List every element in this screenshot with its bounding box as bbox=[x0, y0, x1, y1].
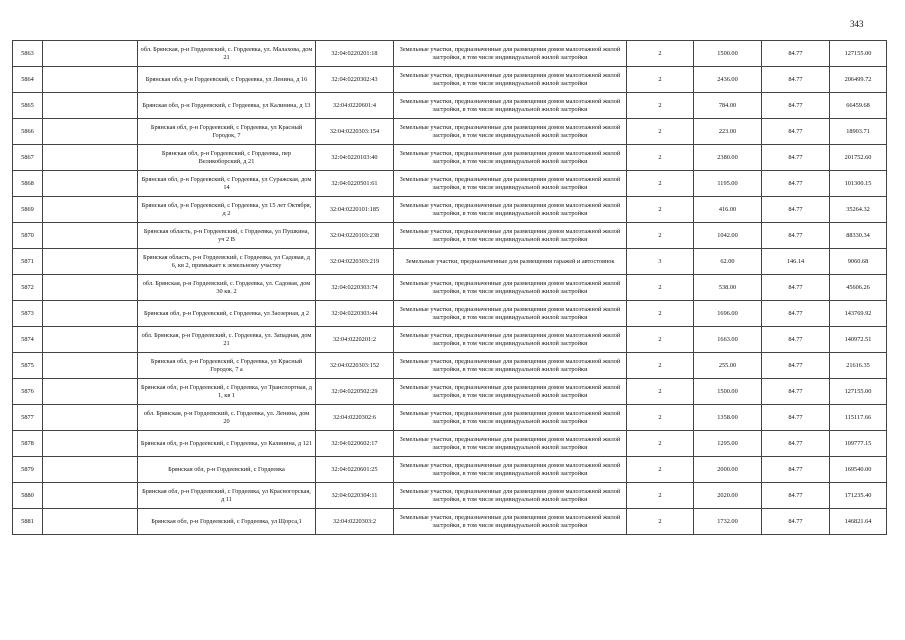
empty-cell bbox=[43, 145, 138, 171]
address-cell: Брянская обл, р-н Гордеевский, с Гордеевка bbox=[138, 457, 316, 483]
cadastral-number-cell: 32:04:0220602:17 bbox=[316, 431, 394, 457]
row-number: 5881 bbox=[13, 509, 43, 535]
empty-cell bbox=[43, 457, 138, 483]
row-number: 5875 bbox=[13, 353, 43, 379]
category-cell: 2 bbox=[627, 67, 694, 93]
category-cell: 2 bbox=[627, 41, 694, 67]
table-row bbox=[13, 327, 887, 353]
cadastral-value-cell: 35264.32 bbox=[830, 197, 887, 223]
cadastral-number-cell: 32:04:0220201:2 bbox=[316, 327, 394, 353]
cadastral-value-cell: 66459.68 bbox=[830, 93, 887, 119]
empty-cell bbox=[43, 197, 138, 223]
area-cell: 1295.00 bbox=[694, 431, 762, 457]
cadastral-number-cell: 32:04:0220201:18 bbox=[316, 41, 394, 67]
specific-value-cell: 84.77 bbox=[762, 457, 830, 483]
land-use-cell: Земельные участки, предназначенные для размещения домов малоэтажной жилой застройки, в том числе индивидуальной жилой застройки bbox=[394, 353, 627, 379]
cadastral-value-cell: 101300.15 bbox=[830, 171, 887, 197]
table-row bbox=[13, 509, 887, 535]
category-cell: 2 bbox=[627, 197, 694, 223]
area-cell: 1042.00 bbox=[694, 223, 762, 249]
specific-value-cell: 84.77 bbox=[762, 41, 830, 67]
cadastral-value-cell: 127155.00 bbox=[830, 379, 887, 405]
specific-value-cell: 84.77 bbox=[762, 171, 830, 197]
cadastral-value-cell: 146821.64 bbox=[830, 509, 887, 535]
area-cell: 2436.00 bbox=[694, 67, 762, 93]
table-row bbox=[13, 405, 887, 431]
row-number: 5864 bbox=[13, 67, 43, 93]
cadastral-number-cell: 32:04:0220601:25 bbox=[316, 457, 394, 483]
cadastral-number-cell: 32:04:0220304:11 bbox=[316, 483, 394, 509]
specific-value-cell: 84.77 bbox=[762, 431, 830, 457]
category-cell: 2 bbox=[627, 353, 694, 379]
area-cell: 1696.00 bbox=[694, 301, 762, 327]
cadastral-value-cell: 88330.34 bbox=[830, 223, 887, 249]
area-cell: 1732.00 bbox=[694, 509, 762, 535]
specific-value-cell: 84.77 bbox=[762, 405, 830, 431]
table-row bbox=[13, 301, 887, 327]
category-cell: 3 bbox=[627, 249, 694, 275]
address-cell: Брянская обл, р-н Гордеевский, с Гордеевка, ул Заозерная, д 2 bbox=[138, 301, 316, 327]
cadastral-number-cell: 32:04:0220302:43 bbox=[316, 67, 394, 93]
specific-value-cell: 146.14 bbox=[762, 249, 830, 275]
land-use-cell: Земельные участки, предназначенные для размещения домов малоэтажной жилой застройки, в том числе индивидуальной жилой застройки bbox=[394, 171, 627, 197]
page-number: 343 bbox=[850, 19, 864, 29]
address-cell: обл. Брянская, р-н Гордеевский, с. Гордеевка, ул. Ленина, дом 20 bbox=[138, 405, 316, 431]
cadastral-number-cell: 32:04:0220502:29 bbox=[316, 379, 394, 405]
address-cell: Брянская область, р-н Гордеевский, с Гордеевка, ул Садовая, д 6, кв 2, примыкает к земельному участку bbox=[138, 249, 316, 275]
specific-value-cell: 84.77 bbox=[762, 67, 830, 93]
cadastral-value-cell: 9060.68 bbox=[830, 249, 887, 275]
category-cell: 2 bbox=[627, 327, 694, 353]
row-number: 5863 bbox=[13, 41, 43, 67]
cadastral-value-cell: 140972.51 bbox=[830, 327, 887, 353]
cadastral-value-cell: 45606.26 bbox=[830, 275, 887, 301]
specific-value-cell: 84.77 bbox=[762, 119, 830, 145]
land-use-cell: Земельные участки, предназначенные для размещения домов малоэтажной жилой застройки, в том числе индивидуальной жилой застройки bbox=[394, 483, 627, 509]
address-cell: обл. Брянская, р-н Гордеевский, с. Гордеевка, ул. Садовая, дом 30 кв. 2 bbox=[138, 275, 316, 301]
row-number: 5865 bbox=[13, 93, 43, 119]
row-number: 5880 bbox=[13, 483, 43, 509]
cadastral-number-cell: 32:04:0220303:152 bbox=[316, 353, 394, 379]
land-use-cell: Земельные участки, предназначенные для размещения домов малоэтажной жилой застройки, в том числе индивидуальной жилой застройки bbox=[394, 223, 627, 249]
row-number: 5867 bbox=[13, 145, 43, 171]
address-cell: Брянская обл, р-н Гордеевский, с Гордеевка, ул Щорса,1 bbox=[138, 509, 316, 535]
row-number: 5874 bbox=[13, 327, 43, 353]
land-use-cell: Земельные участки, предназначенные для размещения домов малоэтажной жилой застройки, в том числе индивидуальной жилой застройки bbox=[394, 327, 627, 353]
table-row bbox=[13, 483, 887, 509]
cadastral-number-cell: 32:04:0220601:4 bbox=[316, 93, 394, 119]
land-use-cell: Земельные участки, предназначенные для размещения домов малоэтажной жилой застройки, в том числе индивидуальной жилой застройки bbox=[394, 431, 627, 457]
land-use-cell: Земельные участки, предназначенные для размещения домов малоэтажной жилой застройки, в том числе индивидуальной жилой застройки bbox=[394, 119, 627, 145]
empty-cell bbox=[43, 405, 138, 431]
row-number: 5872 bbox=[13, 275, 43, 301]
address-cell: Брянская обл, р-н Гордеевский, с Гордеевка, ул Калинина, д 13 bbox=[138, 93, 316, 119]
category-cell: 2 bbox=[627, 301, 694, 327]
address-cell: обл. Брянская, р-н Гордеевский, с. Гордеевка, ул. Западная, дом 21 bbox=[138, 327, 316, 353]
empty-cell bbox=[43, 353, 138, 379]
specific-value-cell: 84.77 bbox=[762, 197, 830, 223]
table-row bbox=[13, 145, 887, 171]
category-cell: 2 bbox=[627, 405, 694, 431]
table-row bbox=[13, 223, 887, 249]
empty-cell bbox=[43, 431, 138, 457]
address-cell: Брянская обл, р-н Гордеевский, с Гордеевка, ул Суражская, дом 14 bbox=[138, 171, 316, 197]
cadastral-number-cell: 32:04:0220303:74 bbox=[316, 275, 394, 301]
category-cell: 2 bbox=[627, 145, 694, 171]
specific-value-cell: 84.77 bbox=[762, 275, 830, 301]
row-number: 5879 bbox=[13, 457, 43, 483]
cadastral-value-cell: 143769.92 bbox=[830, 301, 887, 327]
cadastral-value-cell: 201752.60 bbox=[830, 145, 887, 171]
row-number: 5871 bbox=[13, 249, 43, 275]
land-use-cell: Земельные участки, предназначенные для размещения домов малоэтажной жилой застройки, в том числе индивидуальной жилой застройки bbox=[394, 405, 627, 431]
table-row bbox=[13, 67, 887, 93]
table-row bbox=[13, 197, 887, 223]
address-cell: Брянская область, р-н Гордеевский, с Гордеевка, ул Пушкина, уч 2 В bbox=[138, 223, 316, 249]
land-use-cell: Земельные участки, предназначенные для размещения домов малоэтажной жилой застройки, в том числе индивидуальной жилой застройки bbox=[394, 379, 627, 405]
row-number: 5877 bbox=[13, 405, 43, 431]
cadastral-value-cell: 127155.00 bbox=[830, 41, 887, 67]
row-number: 5868 bbox=[13, 171, 43, 197]
table-row bbox=[13, 119, 887, 145]
area-cell: 62.00 bbox=[694, 249, 762, 275]
table-row bbox=[13, 379, 887, 405]
land-use-cell: Земельные участки, предназначенные для размещения домов малоэтажной жилой застройки, в том числе индивидуальной жилой застройки bbox=[394, 509, 627, 535]
address-cell: Брянская обл, р-н Гордеевский, с Гордеевка, ул 15 лет Октября, д 2 bbox=[138, 197, 316, 223]
row-number: 5878 bbox=[13, 431, 43, 457]
address-cell: Брянская обл, р-н Гордеевский, с Гордеевка, ул Красный Городок, 7 а bbox=[138, 353, 316, 379]
empty-cell bbox=[43, 327, 138, 353]
area-cell: 2020.00 bbox=[694, 483, 762, 509]
cadastral-number-cell: 32:04:0220101:185 bbox=[316, 197, 394, 223]
category-cell: 2 bbox=[627, 457, 694, 483]
row-number: 5873 bbox=[13, 301, 43, 327]
cadastral-value-cell: 115117.66 bbox=[830, 405, 887, 431]
cadastral-value-cell: 206499.72 bbox=[830, 67, 887, 93]
empty-cell bbox=[43, 249, 138, 275]
cadastral-value-cell: 169540.00 bbox=[830, 457, 887, 483]
land-use-cell: Земельные участки, предназначенные для размещения домов малоэтажной жилой застройки, в том числе индивидуальной жилой застройки bbox=[394, 93, 627, 119]
category-cell: 2 bbox=[627, 223, 694, 249]
empty-cell bbox=[43, 301, 138, 327]
area-cell: 2000.00 bbox=[694, 457, 762, 483]
empty-cell bbox=[43, 509, 138, 535]
cadastral-number-cell: 32:04:0220501:61 bbox=[316, 171, 394, 197]
area-cell: 1500.00 bbox=[694, 379, 762, 405]
table-row bbox=[13, 275, 887, 301]
category-cell: 2 bbox=[627, 431, 694, 457]
specific-value-cell: 84.77 bbox=[762, 509, 830, 535]
cadastral-value-table bbox=[12, 40, 887, 535]
empty-cell bbox=[43, 223, 138, 249]
empty-cell bbox=[43, 67, 138, 93]
category-cell: 2 bbox=[627, 93, 694, 119]
land-use-cell: Земельные участки, предназначенные для размещения домов малоэтажной жилой застройки, в том числе индивидуальной жилой застройки bbox=[394, 145, 627, 171]
address-cell: Брянская обл, р-н Гордеевский, с Гордеевка, ул Красный Городок, 7 bbox=[138, 119, 316, 145]
cadastral-value-cell: 109777.15 bbox=[830, 431, 887, 457]
category-cell: 2 bbox=[627, 275, 694, 301]
land-use-cell: Земельные участки, предназначенные для размещения домов малоэтажной жилой застройки, в том числе индивидуальной жилой застройки bbox=[394, 275, 627, 301]
address-cell: Брянская обл, р-н Гордеевский, с Гордеевка, ул Ленина, д 16 bbox=[138, 67, 316, 93]
address-cell: Брянская обл, р-н Гордеевский, с Гордеевка, пер Великоборский, д 21 bbox=[138, 145, 316, 171]
cadastral-number-cell: 32:04:0220303:2 bbox=[316, 509, 394, 535]
table-body bbox=[13, 41, 887, 535]
specific-value-cell: 84.77 bbox=[762, 301, 830, 327]
table-row bbox=[13, 249, 887, 275]
area-cell: 2380.00 bbox=[694, 145, 762, 171]
table-row bbox=[13, 41, 887, 67]
cadastral-number-cell: 32:04:0220302:6 bbox=[316, 405, 394, 431]
area-cell: 255.00 bbox=[694, 353, 762, 379]
area-cell: 1195.00 bbox=[694, 171, 762, 197]
land-use-cell: Земельные участки, предназначенные для размещения домов малоэтажной жилой застройки, в том числе индивидуальной жилой застройки bbox=[394, 457, 627, 483]
address-cell: Брянская обл, р-н Гордеевский, с Гордеевка, ул Калинина, д 121 bbox=[138, 431, 316, 457]
row-number: 5866 bbox=[13, 119, 43, 145]
table-row bbox=[13, 93, 887, 119]
empty-cell bbox=[43, 275, 138, 301]
cadastral-number-cell: 32:04:0220303:219 bbox=[316, 249, 394, 275]
address-cell: обл. Брянская, р-н Гордеевский, с. Гордеевка, ул. Малахова, дом 21 bbox=[138, 41, 316, 67]
empty-cell bbox=[43, 119, 138, 145]
empty-cell bbox=[43, 93, 138, 119]
land-use-cell: Земельные участки, предназначенные для размещения домов малоэтажной жилой застройки, в том числе индивидуальной жилой застройки bbox=[394, 197, 627, 223]
category-cell: 2 bbox=[627, 509, 694, 535]
area-cell: 1500.00 bbox=[694, 41, 762, 67]
row-number: 5876 bbox=[13, 379, 43, 405]
area-cell: 416.00 bbox=[694, 197, 762, 223]
cadastral-number-cell: 32:04:0220303:154 bbox=[316, 119, 394, 145]
cadastral-value-cell: 171235.40 bbox=[830, 483, 887, 509]
area-cell: 1663.00 bbox=[694, 327, 762, 353]
land-use-cell: Земельные участки, предназначенные для размещения домов малоэтажной жилой застройки, в том числе индивидуальной жилой застройки bbox=[394, 301, 627, 327]
category-cell: 2 bbox=[627, 379, 694, 405]
empty-cell bbox=[43, 379, 138, 405]
specific-value-cell: 84.77 bbox=[762, 93, 830, 119]
cadastral-number-cell: 32:04:0220103:40 bbox=[316, 145, 394, 171]
specific-value-cell: 84.77 bbox=[762, 379, 830, 405]
specific-value-cell: 84.77 bbox=[762, 353, 830, 379]
address-cell: Брянская обл, р-н Гордеевский, с Гордеевка, ул Красногорская, д 11 bbox=[138, 483, 316, 509]
land-use-cell: Земельные участки, предназначенные для размещения домов малоэтажной жилой застройки, в том числе индивидуальной жилой застройки bbox=[394, 67, 627, 93]
row-number: 5870 bbox=[13, 223, 43, 249]
specific-value-cell: 84.77 bbox=[762, 327, 830, 353]
cadastral-value-cell: 18903.71 bbox=[830, 119, 887, 145]
area-cell: 538.00 bbox=[694, 275, 762, 301]
area-cell: 223.00 bbox=[694, 119, 762, 145]
table-row bbox=[13, 457, 887, 483]
specific-value-cell: 84.77 bbox=[762, 223, 830, 249]
specific-value-cell: 84.77 bbox=[762, 483, 830, 509]
cadastral-number-cell: 32:04:0220303:44 bbox=[316, 301, 394, 327]
land-use-cell: Земельные участки, предназначенные для размещения домов малоэтажной жилой застройки, в том числе индивидуальной жилой застройки bbox=[394, 41, 627, 67]
empty-cell bbox=[43, 483, 138, 509]
table-row bbox=[13, 353, 887, 379]
address-cell: Брянская обл, р-н Гордеевский, с Гордеевка, ул Транспортная, д 1, кв 1 bbox=[138, 379, 316, 405]
specific-value-cell: 84.77 bbox=[762, 145, 830, 171]
area-cell: 784.00 bbox=[694, 93, 762, 119]
cadastral-value-cell: 21616.35 bbox=[830, 353, 887, 379]
table-row bbox=[13, 171, 887, 197]
row-number: 5869 bbox=[13, 197, 43, 223]
table-row bbox=[13, 431, 887, 457]
category-cell: 2 bbox=[627, 119, 694, 145]
empty-cell bbox=[43, 171, 138, 197]
category-cell: 2 bbox=[627, 171, 694, 197]
cadastral-number-cell: 32:04:0220103:238 bbox=[316, 223, 394, 249]
empty-cell bbox=[43, 41, 138, 67]
category-cell: 2 bbox=[627, 483, 694, 509]
area-cell: 1358.00 bbox=[694, 405, 762, 431]
land-use-cell: Земельные участки, предназначенные для размещения гаражей и автостоянок bbox=[394, 249, 627, 275]
